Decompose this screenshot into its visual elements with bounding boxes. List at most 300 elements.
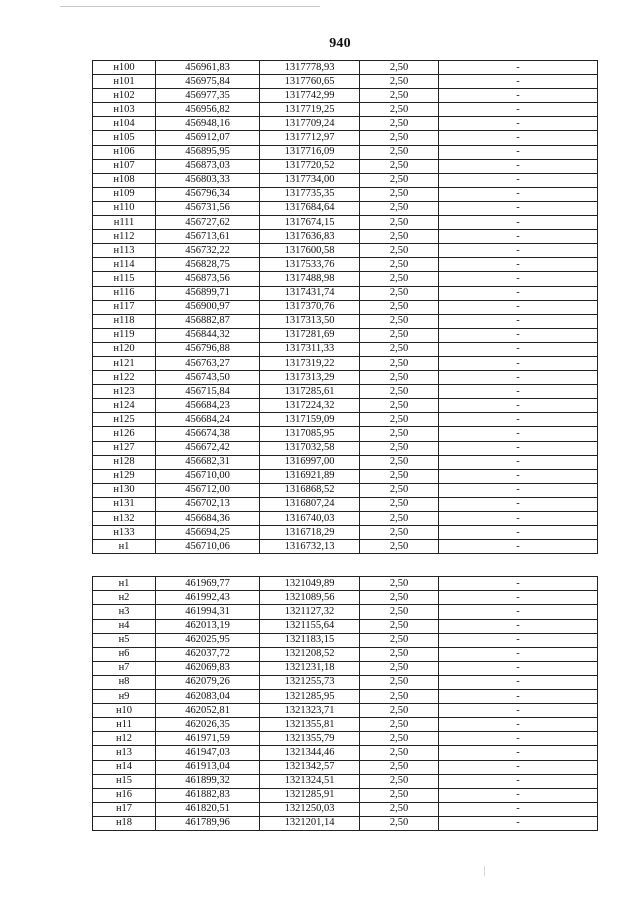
y-coordinate-cell: 1317636,83	[260, 230, 360, 244]
y-coordinate-cell: 1316732,13	[260, 540, 360, 554]
point-id-cell: н128	[93, 455, 156, 469]
x-coordinate-cell: 456713,61	[156, 230, 260, 244]
note-cell: -	[439, 704, 598, 718]
y-coordinate-cell: 1321183,15	[260, 633, 360, 647]
table-row	[93, 746, 598, 760]
y-coordinate-cell: 1317734,00	[260, 173, 360, 187]
note-cell: -	[439, 117, 598, 131]
y-coordinate-cell: 1317313,50	[260, 314, 360, 328]
accuracy-cell: 2,50	[360, 661, 439, 675]
point-id-cell: н15	[93, 774, 156, 788]
note-cell: -	[439, 718, 598, 732]
accuracy-cell: 2,50	[360, 427, 439, 441]
note-cell: -	[439, 497, 598, 511]
accuracy-cell: 2,50	[360, 399, 439, 413]
point-id-cell: н1	[93, 577, 156, 591]
note-cell: -	[439, 145, 598, 159]
accuracy-cell: 2,50	[360, 605, 439, 619]
point-id-cell: н114	[93, 258, 156, 272]
table-row	[93, 272, 598, 286]
x-coordinate-cell: 461899,32	[156, 774, 260, 788]
point-id-cell: н100	[93, 61, 156, 75]
accuracy-cell: 2,50	[360, 441, 439, 455]
point-id-cell: н108	[93, 173, 156, 187]
x-coordinate-cell: 461947,03	[156, 746, 260, 760]
separator-cell	[93, 554, 598, 577]
table-row	[93, 117, 598, 131]
y-coordinate-cell: 1317085,95	[260, 427, 360, 441]
accuracy-cell: 2,50	[360, 216, 439, 230]
x-coordinate-cell: 456882,87	[156, 314, 260, 328]
accuracy-cell: 2,50	[360, 300, 439, 314]
accuracy-cell: 2,50	[360, 145, 439, 159]
table-row	[93, 802, 598, 816]
note-cell: -	[439, 356, 598, 370]
note-cell: -	[439, 89, 598, 103]
point-id-cell: н115	[93, 272, 156, 286]
y-coordinate-cell: 1317720,52	[260, 159, 360, 173]
note-cell: -	[439, 619, 598, 633]
x-coordinate-cell: 456684,23	[156, 399, 260, 413]
scan-mark	[484, 866, 485, 876]
point-id-cell: н7	[93, 661, 156, 675]
table-row	[93, 661, 598, 675]
point-id-cell: н14	[93, 760, 156, 774]
table-row	[93, 633, 598, 647]
y-coordinate-cell: 1317742,99	[260, 89, 360, 103]
accuracy-cell: 2,50	[360, 591, 439, 605]
table-row	[93, 619, 598, 633]
x-coordinate-cell: 456912,07	[156, 131, 260, 145]
table-row	[93, 145, 598, 159]
x-coordinate-cell: 456900,97	[156, 300, 260, 314]
x-coordinate-cell: 456796,34	[156, 187, 260, 201]
note-cell: -	[439, 441, 598, 455]
accuracy-cell: 2,50	[360, 258, 439, 272]
point-id-cell: н131	[93, 497, 156, 511]
point-id-cell: н101	[93, 75, 156, 89]
y-coordinate-cell: 1321255,73	[260, 675, 360, 689]
y-coordinate-cell: 1321155,64	[260, 619, 360, 633]
point-id-cell: н110	[93, 201, 156, 215]
accuracy-cell: 2,50	[360, 75, 439, 89]
accuracy-cell: 2,50	[360, 356, 439, 370]
note-cell: -	[439, 427, 598, 441]
x-coordinate-cell: 462013,19	[156, 619, 260, 633]
y-coordinate-cell: 1316718,29	[260, 526, 360, 540]
y-coordinate-cell: 1321201,14	[260, 816, 360, 830]
point-id-cell: н113	[93, 244, 156, 258]
note-cell: -	[439, 371, 598, 385]
y-coordinate-cell: 1317313,29	[260, 371, 360, 385]
y-coordinate-cell: 1321355,81	[260, 718, 360, 732]
table-row	[93, 591, 598, 605]
accuracy-cell: 2,50	[360, 244, 439, 258]
note-cell: -	[439, 300, 598, 314]
accuracy-cell: 2,50	[360, 633, 439, 647]
x-coordinate-cell: 462069,83	[156, 661, 260, 675]
note-cell: -	[439, 413, 598, 427]
x-coordinate-cell: 461820,51	[156, 802, 260, 816]
y-coordinate-cell: 1316921,89	[260, 469, 360, 483]
point-id-cell: н3	[93, 605, 156, 619]
x-coordinate-cell: 462037,72	[156, 647, 260, 661]
accuracy-cell: 2,50	[360, 61, 439, 75]
y-coordinate-cell: 1317719,25	[260, 103, 360, 117]
accuracy-cell: 2,50	[360, 286, 439, 300]
accuracy-cell: 2,50	[360, 788, 439, 802]
point-id-cell: н121	[93, 356, 156, 370]
table-row	[93, 187, 598, 201]
accuracy-cell: 2,50	[360, 690, 439, 704]
point-id-cell: н9	[93, 690, 156, 704]
note-cell: -	[439, 173, 598, 187]
table-row	[93, 201, 598, 215]
note-cell: -	[439, 103, 598, 117]
table-row	[93, 540, 598, 554]
table-row	[93, 328, 598, 342]
note-cell: -	[439, 187, 598, 201]
table-row	[93, 356, 598, 370]
table-row	[93, 159, 598, 173]
table-row	[93, 512, 598, 526]
y-coordinate-cell: 1317281,69	[260, 328, 360, 342]
point-id-cell: н124	[93, 399, 156, 413]
accuracy-cell: 2,50	[360, 342, 439, 356]
y-coordinate-cell: 1317488,98	[260, 272, 360, 286]
accuracy-cell: 2,50	[360, 802, 439, 816]
note-cell: -	[439, 512, 598, 526]
y-coordinate-cell: 1317716,09	[260, 145, 360, 159]
point-id-cell: н112	[93, 230, 156, 244]
table-row	[93, 399, 598, 413]
table-row	[93, 314, 598, 328]
y-coordinate-cell: 1317533,76	[260, 258, 360, 272]
accuracy-cell: 2,50	[360, 469, 439, 483]
x-coordinate-cell: 461882,83	[156, 788, 260, 802]
x-coordinate-cell: 462025,95	[156, 633, 260, 647]
x-coordinate-cell: 456895,95	[156, 145, 260, 159]
note-cell: -	[439, 201, 598, 215]
x-coordinate-cell: 456956,82	[156, 103, 260, 117]
x-coordinate-cell: 456694,25	[156, 526, 260, 540]
y-coordinate-cell: 1317712,97	[260, 131, 360, 145]
accuracy-cell: 2,50	[360, 117, 439, 131]
note-cell: -	[439, 314, 598, 328]
note-cell: -	[439, 577, 598, 591]
point-id-cell: н13	[93, 746, 156, 760]
x-coordinate-cell: 461969,77	[156, 577, 260, 591]
y-coordinate-cell: 1316807,24	[260, 497, 360, 511]
point-id-cell: н11	[93, 718, 156, 732]
coordinates-table	[92, 60, 598, 831]
point-id-cell: н133	[93, 526, 156, 540]
note-cell: -	[439, 605, 598, 619]
table-row	[93, 483, 598, 497]
note-cell: -	[439, 272, 598, 286]
y-coordinate-cell: 1317735,35	[260, 187, 360, 201]
group-separator	[93, 554, 598, 577]
accuracy-cell: 2,50	[360, 577, 439, 591]
table-row	[93, 497, 598, 511]
table-row	[93, 760, 598, 774]
x-coordinate-cell: 456727,62	[156, 216, 260, 230]
x-coordinate-cell: 462026,35	[156, 718, 260, 732]
x-coordinate-cell: 456796,88	[156, 342, 260, 356]
accuracy-cell: 2,50	[360, 413, 439, 427]
x-coordinate-cell: 456763,27	[156, 356, 260, 370]
point-id-cell: н17	[93, 802, 156, 816]
accuracy-cell: 2,50	[360, 89, 439, 103]
x-coordinate-cell: 456684,36	[156, 512, 260, 526]
point-id-cell: н125	[93, 413, 156, 427]
note-cell: -	[439, 788, 598, 802]
table-row	[93, 441, 598, 455]
point-id-cell: н10	[93, 704, 156, 718]
table-row	[93, 286, 598, 300]
table-row	[93, 816, 598, 830]
y-coordinate-cell: 1317285,61	[260, 385, 360, 399]
x-coordinate-cell: 456844,32	[156, 328, 260, 342]
point-id-cell: н1	[93, 540, 156, 554]
table-row	[93, 732, 598, 746]
point-id-cell: н118	[93, 314, 156, 328]
note-cell: -	[439, 385, 598, 399]
point-id-cell: н5	[93, 633, 156, 647]
table-row	[93, 131, 598, 145]
point-id-cell: н6	[93, 647, 156, 661]
table-row	[93, 258, 598, 272]
x-coordinate-cell: 456672,42	[156, 441, 260, 455]
x-coordinate-cell: 461992,43	[156, 591, 260, 605]
point-id-cell: н126	[93, 427, 156, 441]
y-coordinate-cell: 1321089,56	[260, 591, 360, 605]
point-id-cell: н2	[93, 591, 156, 605]
point-id-cell: н123	[93, 385, 156, 399]
point-id-cell: н104	[93, 117, 156, 131]
x-coordinate-cell: 456977,35	[156, 89, 260, 103]
x-coordinate-cell: 462083,04	[156, 690, 260, 704]
note-cell: -	[439, 690, 598, 704]
table-row	[93, 455, 598, 469]
accuracy-cell: 2,50	[360, 497, 439, 511]
y-coordinate-cell: 1317709,24	[260, 117, 360, 131]
x-coordinate-cell: 456948,16	[156, 117, 260, 131]
point-id-cell: н103	[93, 103, 156, 117]
note-cell: -	[439, 633, 598, 647]
accuracy-cell: 2,50	[360, 732, 439, 746]
note-cell: -	[439, 483, 598, 497]
point-id-cell: н4	[93, 619, 156, 633]
note-cell: -	[439, 540, 598, 554]
note-cell: -	[439, 244, 598, 258]
point-id-cell: н120	[93, 342, 156, 356]
x-coordinate-cell: 456743,50	[156, 371, 260, 385]
table-row	[93, 300, 598, 314]
x-coordinate-cell: 461789,96	[156, 816, 260, 830]
note-cell: -	[439, 61, 598, 75]
coordinates-table-body	[93, 61, 598, 831]
note-cell: -	[439, 591, 598, 605]
x-coordinate-cell: 456975,84	[156, 75, 260, 89]
accuracy-cell: 2,50	[360, 201, 439, 215]
x-coordinate-cell: 456899,71	[156, 286, 260, 300]
note-cell: -	[439, 286, 598, 300]
note-cell: -	[439, 746, 598, 760]
table-row	[93, 675, 598, 689]
point-id-cell: н106	[93, 145, 156, 159]
y-coordinate-cell: 1321049,89	[260, 577, 360, 591]
x-coordinate-cell: 461913,04	[156, 760, 260, 774]
point-id-cell: н109	[93, 187, 156, 201]
accuracy-cell: 2,50	[360, 816, 439, 830]
note-cell: -	[439, 469, 598, 483]
point-id-cell: н116	[93, 286, 156, 300]
note-cell: -	[439, 802, 598, 816]
x-coordinate-cell: 456873,56	[156, 272, 260, 286]
table-row	[93, 230, 598, 244]
table-row	[93, 788, 598, 802]
accuracy-cell: 2,50	[360, 103, 439, 117]
y-coordinate-cell: 1321344,46	[260, 746, 360, 760]
x-coordinate-cell: 461971,59	[156, 732, 260, 746]
x-coordinate-cell: 456961,83	[156, 61, 260, 75]
x-coordinate-cell: 462079,26	[156, 675, 260, 689]
note-cell: -	[439, 342, 598, 356]
x-coordinate-cell: 456674,38	[156, 427, 260, 441]
note-cell: -	[439, 774, 598, 788]
table-row	[93, 526, 598, 540]
accuracy-cell: 2,50	[360, 187, 439, 201]
x-coordinate-cell: 456828,75	[156, 258, 260, 272]
y-coordinate-cell: 1321355,79	[260, 732, 360, 746]
point-id-cell: н8	[93, 675, 156, 689]
y-coordinate-cell: 1317370,76	[260, 300, 360, 314]
x-coordinate-cell: 456682,31	[156, 455, 260, 469]
table-row	[93, 216, 598, 230]
table-row	[93, 342, 598, 356]
point-id-cell: н18	[93, 816, 156, 830]
accuracy-cell: 2,50	[360, 760, 439, 774]
y-coordinate-cell: 1317760,65	[260, 75, 360, 89]
table-row	[93, 718, 598, 732]
table-row	[93, 704, 598, 718]
accuracy-cell: 2,50	[360, 774, 439, 788]
accuracy-cell: 2,50	[360, 746, 439, 760]
point-id-cell: н105	[93, 131, 156, 145]
y-coordinate-cell: 1317311,33	[260, 342, 360, 356]
accuracy-cell: 2,50	[360, 718, 439, 732]
x-coordinate-cell: 456710,00	[156, 469, 260, 483]
table-row	[93, 385, 598, 399]
table-row	[93, 173, 598, 187]
note-cell: -	[439, 328, 598, 342]
table-row	[93, 75, 598, 89]
y-coordinate-cell: 1317431,74	[260, 286, 360, 300]
note-cell: -	[439, 216, 598, 230]
y-coordinate-cell: 1317224,32	[260, 399, 360, 413]
point-id-cell: н102	[93, 89, 156, 103]
y-coordinate-cell: 1321324,51	[260, 774, 360, 788]
point-id-cell: н117	[93, 300, 156, 314]
accuracy-cell: 2,50	[360, 704, 439, 718]
y-coordinate-cell: 1316740,03	[260, 512, 360, 526]
y-coordinate-cell: 1321342,57	[260, 760, 360, 774]
table-row	[93, 690, 598, 704]
table-row	[93, 61, 598, 75]
table-row	[93, 774, 598, 788]
x-coordinate-cell: 456710,06	[156, 540, 260, 554]
point-id-cell: н122	[93, 371, 156, 385]
note-cell: -	[439, 75, 598, 89]
accuracy-cell: 2,50	[360, 272, 439, 286]
y-coordinate-cell: 1321250,03	[260, 802, 360, 816]
accuracy-cell: 2,50	[360, 455, 439, 469]
y-coordinate-cell: 1321231,18	[260, 661, 360, 675]
y-coordinate-cell: 1316868,52	[260, 483, 360, 497]
note-cell: -	[439, 732, 598, 746]
note-cell: -	[439, 399, 598, 413]
x-coordinate-cell: 456732,22	[156, 244, 260, 258]
accuracy-cell: 2,50	[360, 230, 439, 244]
x-coordinate-cell: 456803,33	[156, 173, 260, 187]
x-coordinate-cell: 461994,31	[156, 605, 260, 619]
y-coordinate-cell: 1317600,58	[260, 244, 360, 258]
accuracy-cell: 2,50	[360, 131, 439, 145]
note-cell: -	[439, 675, 598, 689]
accuracy-cell: 2,50	[360, 540, 439, 554]
note-cell: -	[439, 230, 598, 244]
accuracy-cell: 2,50	[360, 159, 439, 173]
table-row	[93, 605, 598, 619]
table-row	[93, 103, 598, 117]
table-row	[93, 89, 598, 103]
y-coordinate-cell: 1317684,64	[260, 201, 360, 215]
x-coordinate-cell: 456684,24	[156, 413, 260, 427]
y-coordinate-cell: 1317159,09	[260, 413, 360, 427]
point-id-cell: н132	[93, 512, 156, 526]
x-coordinate-cell: 456731,56	[156, 201, 260, 215]
point-id-cell: н119	[93, 328, 156, 342]
note-cell: -	[439, 816, 598, 830]
table-row	[93, 469, 598, 483]
table-row	[93, 413, 598, 427]
y-coordinate-cell: 1321127,32	[260, 605, 360, 619]
point-id-cell: н16	[93, 788, 156, 802]
y-coordinate-cell: 1321208,52	[260, 647, 360, 661]
table-row	[93, 244, 598, 258]
accuracy-cell: 2,50	[360, 173, 439, 187]
note-cell: -	[439, 661, 598, 675]
y-coordinate-cell: 1321323,71	[260, 704, 360, 718]
table-row	[93, 427, 598, 441]
note-cell: -	[439, 760, 598, 774]
point-id-cell: н127	[93, 441, 156, 455]
accuracy-cell: 2,50	[360, 512, 439, 526]
top-rule	[60, 6, 320, 7]
accuracy-cell: 2,50	[360, 675, 439, 689]
x-coordinate-cell: 456702,13	[156, 497, 260, 511]
note-cell: -	[439, 647, 598, 661]
y-coordinate-cell: 1317674,15	[260, 216, 360, 230]
accuracy-cell: 2,50	[360, 526, 439, 540]
accuracy-cell: 2,50	[360, 328, 439, 342]
point-id-cell: н107	[93, 159, 156, 173]
y-coordinate-cell: 1316997,00	[260, 455, 360, 469]
note-cell: -	[439, 159, 598, 173]
x-coordinate-cell: 462052,81	[156, 704, 260, 718]
x-coordinate-cell: 456712,00	[156, 483, 260, 497]
